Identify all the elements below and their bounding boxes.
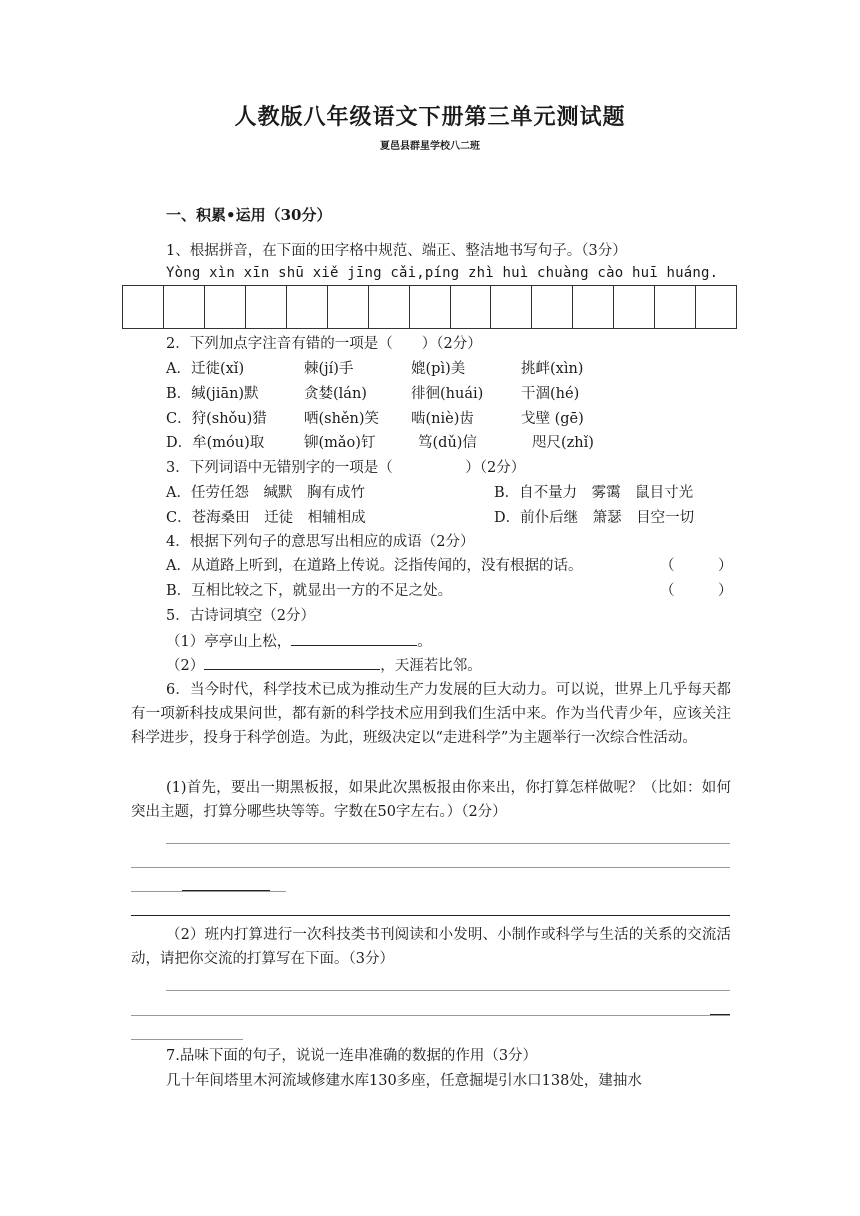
grid-cell[interactable] — [696, 286, 736, 328]
q5-blank1[interactable] — [291, 631, 417, 646]
answer-line[interactable] — [710, 1014, 730, 1015]
q5-line1-suffix: 。 — [417, 634, 432, 650]
grid-cell[interactable] — [491, 286, 532, 328]
q7-text: 几十年间塔里木河流域修建水库130多座，任意掘堤引水口138处，建抽水 — [166, 1073, 642, 1089]
q2-option-a: A．迁徙(xǐ) — [166, 361, 245, 377]
q3-option-a: A．任劳任怨 缄默 胸有成竹 — [166, 485, 365, 501]
answer-line[interactable] — [166, 990, 730, 991]
q3-option-c: C．苍海桑田 迁徒 相辅相成 — [166, 510, 366, 526]
grid-cell[interactable] — [287, 286, 328, 328]
answer-line[interactable] — [131, 1015, 730, 1016]
grid-cell[interactable] — [614, 286, 655, 328]
q2-option-c-word4: 戈壁 (gē) — [521, 411, 584, 427]
writing-grid[interactable] — [122, 285, 737, 329]
q2-option-a-word4: 挑衅(xìn) — [521, 361, 584, 377]
q2-option-d-word3: 笃(dǔ)信 — [418, 435, 477, 451]
grid-cell[interactable] — [328, 286, 369, 328]
q5-blank2[interactable] — [204, 655, 380, 670]
grid-cell[interactable] — [410, 286, 451, 328]
answer-line[interactable] — [131, 867, 730, 868]
q2-option-b: B．缄(jiān)默 — [166, 386, 259, 402]
q5-prompt: 5．古诗词填空（2分） — [166, 608, 315, 624]
q1-prompt: 1、根据拼音，在下面的田字格中规范、端正、整洁地书写句子。（3分） — [166, 243, 627, 259]
answer-line[interactable] — [131, 915, 730, 916]
answer-line[interactable] — [182, 890, 270, 891]
page-title: 人教版八年级语文下册第三单元测试题 — [234, 104, 626, 130]
q4-answer-b[interactable]: （ ） — [660, 583, 733, 599]
grid-cell[interactable] — [532, 286, 573, 328]
q5-line2-suffix: ，天涯若比邻。 — [380, 658, 482, 674]
q2-option-d-word4: 咫尺(zhǐ) — [532, 435, 594, 451]
page-subtitle: 夏邑县群星学校八二班 — [380, 141, 480, 152]
q3-option-b: B．自不量力 雾霭 鼠目寸光 — [494, 485, 694, 501]
q2-option-c-word3: 啮(niè)齿 — [411, 411, 474, 427]
q4-answer-a[interactable]: （ ） — [660, 558, 733, 574]
q2-option-c-word2: 哂(shěn)笑 — [304, 411, 380, 427]
answer-line[interactable] — [131, 891, 286, 892]
answer-line[interactable] — [131, 1039, 243, 1040]
grid-cell[interactable] — [123, 286, 164, 328]
q5-line1-prefix: （1）亭亭山上松， — [166, 634, 292, 650]
grid-cell[interactable] — [164, 286, 205, 328]
grid-cell[interactable] — [246, 286, 287, 328]
q2-option-d-word2: 铆(mǎo)钉 — [304, 435, 376, 451]
q2-prompt: 2．下列加点字注音有错的一项是（ ）（2分） — [166, 336, 482, 352]
section-heading: 一、积累•运用（30分） — [166, 206, 332, 224]
q6-sub1: (1)首先，要出一期黑板报，如果此次黑板报由你来出，你打算怎样做呢？（比如：如何突出主题，打算分哪些块等等。字数在50字左右。）（2分） — [131, 780, 731, 820]
q3-prompt: 3．下列词语中无错别字的一项是（ ）（2分） — [166, 460, 526, 476]
q2-option-a-word2: 棘(jí)手 — [304, 361, 354, 377]
q2-option-b-word4: 干涸(hé) — [521, 386, 580, 402]
q5-line1 — [166, 631, 432, 652]
q4-prompt: 4．根据下列句子的意思写出相应的成语（2分） — [166, 534, 475, 550]
q6-sub2: （2）班内打算进行一次科技类书刊阅读和小发明、小制作或科学与生活的关系的交流活动，请把你交流的打算写在下面。（3分） — [131, 927, 731, 967]
q6-intro: 6．当今时代，科学技术已成为推动生产力发展的巨大动力。可以说，世界上几乎每天都有一项新科技成果问世，都有新的科学技术应用到我们生活中来。作为当代青少年，应该关注科学进步，投身于科学创造。为此，班级决定以“走进科学”为主题举行一次综合性活动。 — [131, 682, 731, 746]
q4-option-a: A．从道路上听到，在道路上传说。泛指传闻的，没有根据的话。 — [166, 558, 583, 574]
q7-prompt: 7.品味下面的句子，说说一连串准确的数据的作用（3分） — [166, 1048, 538, 1064]
q2-option-b-word2: 贪婪(lán) — [304, 386, 367, 402]
q2-option-d: D．牟(móu)取 — [166, 435, 265, 451]
q5-line2 — [166, 655, 482, 676]
grid-cell[interactable] — [205, 286, 246, 328]
q5-line2-prefix: （2） — [166, 658, 205, 674]
answer-line[interactable] — [166, 843, 730, 844]
q1-pinyin: Yòng xìn xīn shū xiě jīng cǎi,píng zhì huì chuàng cào huī huáng. — [166, 265, 719, 281]
grid-cell[interactable] — [573, 286, 614, 328]
grid-cell[interactable] — [451, 286, 492, 328]
q2-option-c: C．狩(shǒu)猎 — [166, 411, 267, 427]
q3-option-d: D．前仆后继 箫瑟 目空一切 — [494, 510, 695, 526]
grid-cell[interactable] — [369, 286, 410, 328]
q2-option-b-word3: 徘徊(huái) — [411, 386, 484, 402]
grid-cell[interactable] — [655, 286, 696, 328]
q4-option-b: B．互相比较之下，就显出一方的不足之处。 — [166, 583, 453, 599]
q2-option-a-word3: 媲(pì)美 — [411, 361, 466, 377]
